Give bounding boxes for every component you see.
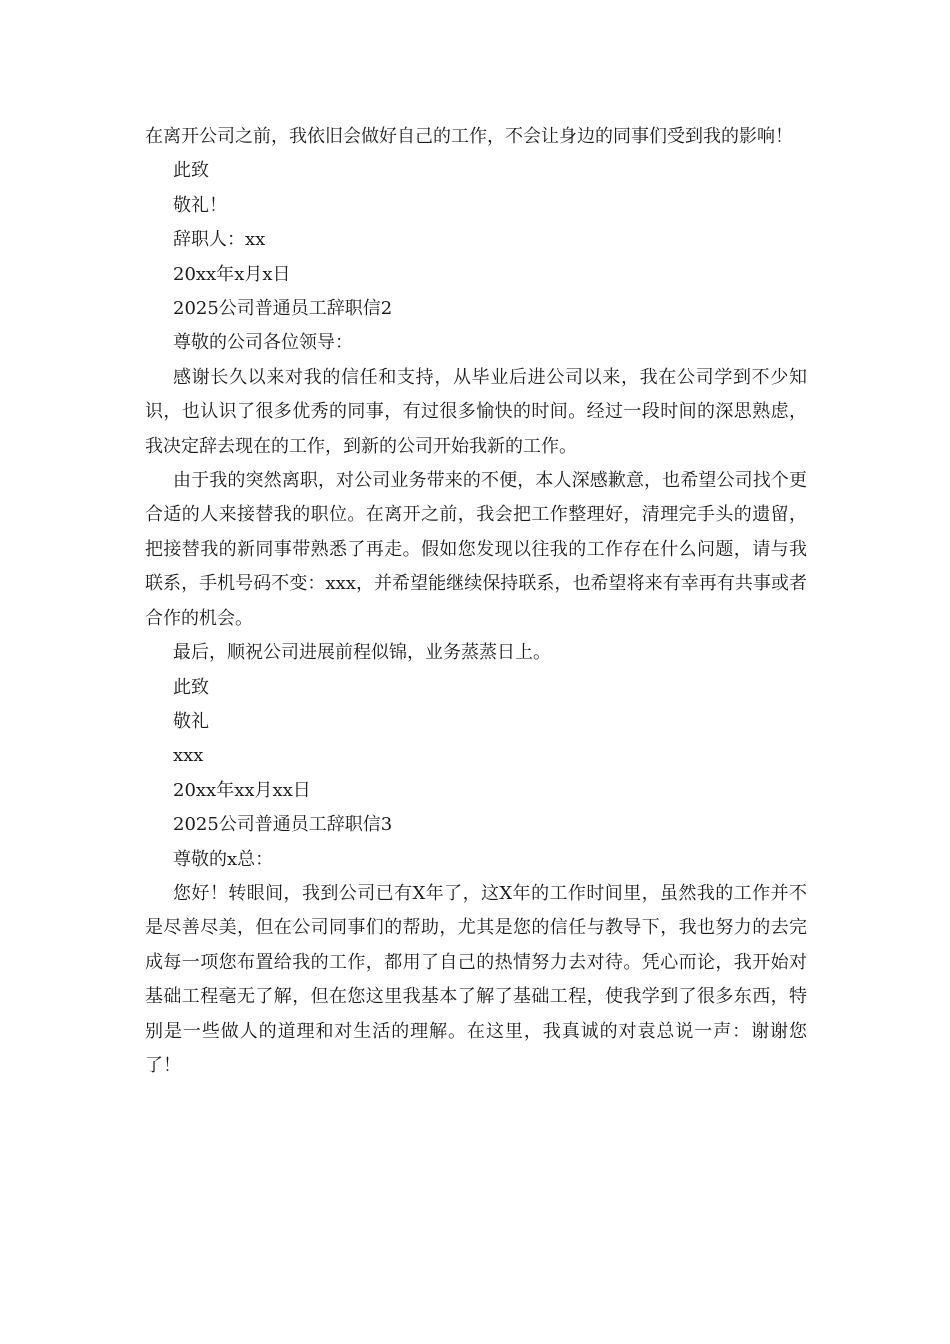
letter2-paragraph-1: 感谢长久以来对我的信任和支持，从毕业后进公司以来，我在公司学到不少知识，也认识了很多优秀的同事，有过很多愉快的时间。经过一段时间的深思熟虑，我决定辞去现在的工作，到新的公司开始我新的工作。 xyxy=(145,366,807,457)
letter1-closing-ci-zhi: 此致 xyxy=(173,160,209,182)
letter1-closing-jing-li: 敬礼！ xyxy=(173,194,227,216)
letter2-signer: xxx xyxy=(173,745,204,767)
letter2-date: 20xx年xx月xx日 xyxy=(173,779,311,801)
letter2-paragraph-3: 最后，顺祝公司进展前程似锦，业务蒸蒸日上。 xyxy=(173,642,551,664)
letter2-paragraph-2: 由于我的突然离职，对公司业务带来的不便，本人深感歉意，也希望公司找个更合适的人来接替我的职位。在离开之前，我会把工作整理好，清理完手头的遗留，把接替我的新同事带熟悉了再走。假如您发现以往我的工作存在什么问题，请与我联系，手机号码不变：xxx，并希望能继续保持联系，也希望将来有幸再有共事或者合作的机会。 xyxy=(145,470,807,629)
document-body xyxy=(145,120,807,1083)
letter1-signer: 辞职人：xx xyxy=(173,229,266,251)
letter1-closing-paragraph: 在离开公司之前，我依旧会做好自己的工作，不会让身边的同事们受到我的影响！ xyxy=(145,126,793,147)
letter3-title: 2025公司普通员工辞职信3 xyxy=(173,814,393,836)
letter2-closing-jing-li: 敬礼 xyxy=(173,710,209,732)
letter2-salutation: 尊敬的公司各位领导： xyxy=(173,332,353,354)
letter2-closing-ci-zhi: 此致 xyxy=(173,676,209,698)
letter3-paragraph-1: 您好！转眼间，我到公司已有X年了，这X年的工作时间里，虽然我的工作并不是尽善尽美，但在公司同事们的帮助，尤其是您的信任与教导下，我也努力的去完成每一项您布置给我的工作，都用了自己的热情努力去对待。凭心而论，我开始对基础工程毫无了解，但在您这里我基本了解了基础工程，使我学到了很多东西，特别是一些做人的道理和对生活的理解。在这里，我真诚的对袁总说一声：谢谢您了！ xyxy=(145,882,807,1076)
letter3-salutation: 尊敬的x总： xyxy=(173,848,274,870)
letter2-title: 2025公司普通员工辞职信2 xyxy=(173,298,393,320)
letter1-date: 20xx年x月x日 xyxy=(173,263,291,285)
